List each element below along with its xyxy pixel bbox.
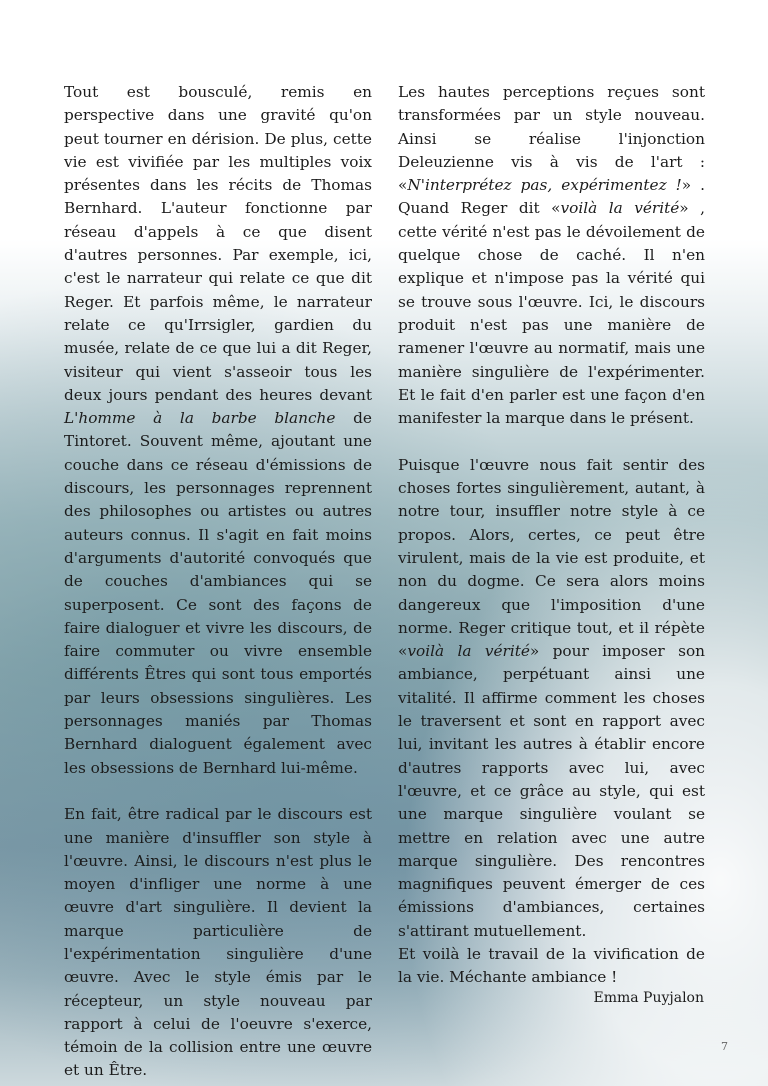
- right-paragraph-3: Et voilà le travail de la vivification de la vie. Méchante ambiance !: [398, 944, 705, 987]
- deleuze-quote: N'interprétez pas, expérimentez !: [407, 176, 682, 195]
- right-paragraph-1: [398, 81, 705, 430]
- right-column: [398, 81, 705, 990]
- reger-quote: voilà la vérité: [560, 199, 680, 218]
- left-paragraph-2: En fait, être radical par le discours est une manière d'insuffler son style à l'œuvre. Ainsi, le discours n'est plus le moyen d'infliger une norme à une œuvre d'art singulière. Il devient la marque particulière de l'expérimentation singulière d'une œuvre. Avec le style émis par le récepteur, un style nouveau par rapport à celui de l'oeuvre s'exerce, témoin de la collision entre une œuvre et un Être.: [64, 805, 372, 1080]
- right-paragraph-2: [398, 454, 705, 943]
- text-span: Tout est bousculé, remis en perspective dans une gravité qu'on peut tourner en dérision. De plus, cette vie est vivifiée par les multiples voix présentes dans les récits de Thomas Bernhard. L'auteur fonctionne par réseau d'appels à ce que disent d'autres personnes. Par exemple, ici, c'est le narrateur qui relate ce que dit Reger. Et parfois même, le narrateur relate ce qu'Irrsigler, gardien du musée, relate de ce que lui a dit Reger, visiteur qui vient s'asseoir tous les deux jours pendant des heures devant: [64, 83, 372, 404]
- author-signature: Emma Puyjalon: [593, 990, 704, 1006]
- text-span: » , cette vérité n'est pas le dévoilement de quelque chose de caché. Il n'en explique et n'impose pas la vérité qui se trouve sous l'œuvre. Ici, le discours produit n'est pas une manière de ramener l'œuvre au normatif, mais une manière singulière de l'expérimenter. Et le fait d'en parler est une façon d'en manifester la marque dans le présent.: [398, 199, 705, 428]
- reger-quote: voilà la vérité: [407, 642, 530, 661]
- left-paragraph-1: [64, 81, 372, 780]
- artwork-title: L'homme à la barbe blanche: [64, 409, 336, 428]
- left-column: [64, 81, 372, 1083]
- text-span: » . Quand Reger dit «: [398, 176, 705, 218]
- text-span: de Tintoret. Souvent même, ajoutant une couche dans ce réseau d'émissions de discours, les personnages reprennent des philosophes ou artistes ou autres auteurs connus. Il s'agit en fait moins d'arguments d'autorité convoqués que de couches d'ambiances qui se superposent. Ce sont des façons de faire dialoguer et vivre les discours, de faire commuter ou vivre ensemble différents Êtres qui sont tous emportés par leurs obsessions singulières. Les personnages maniés par Thomas Bernhard dialoguent également avec les obsessions de Bernhard lui-même.: [64, 409, 372, 777]
- text-span: Les hautes perceptions reçues sont transformées par un style nouveau. Ainsi se réalise l'injonction Deleuzienne vis à vis de l'art : «: [398, 83, 705, 195]
- page-number: 7: [721, 1040, 728, 1053]
- text-span: Puisque l'œuvre nous fait sentir des choses fortes singulièrement, autant, à notre tour, insuffler notre style à ce propos. Alors, certes, ce peut être virulent, mais de la vie est produite, et non du dogme. Ce sera alors moins dangereux que l'imposition d'une norme. Reger critique tout, et il répète «: [398, 455, 705, 661]
- text-span: » pour imposer son ambiance, perpétuant ainsi une vitalité. Il affirme comment les choses le traversent et sont en rapport avec lui, invitant les autres à établir encore d'autres rapports avec lui, avec l'œuvre, et ce grâce au style, qui est une marque singulière voulant se mettre en relation avec une autre marque singulière. Des rencontres magnifiques peuvent émerger de ces émissions d'ambiances, certaines s'attirant mutuellement.: [398, 642, 706, 940]
